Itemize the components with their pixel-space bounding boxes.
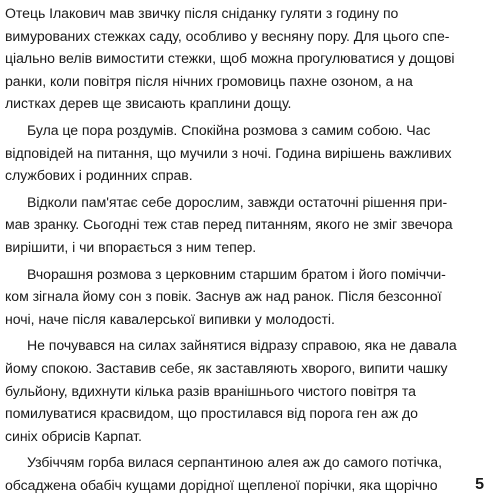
body-text xyxy=(5,0,490,496)
text-line: обсаджена обабіч кущами дорідної щепленої порічки, яка щорічно xyxy=(5,476,438,493)
text-line: бульйону, вдихнути кілька разів вранішнього чистого повітря та xyxy=(5,382,416,399)
text-line: мав зранку. Сьогодні теж став перед питанням, якого не зміг звечора xyxy=(5,216,453,233)
text-line: Отець Ілакович мав звичку після сніданку гуляти з годину по xyxy=(5,5,399,21)
text-line: Не почувався на силах зайнятися відразу справою, яка не давала xyxy=(27,337,457,354)
text-line: Вчорашня розмова з церковним старшим братом і його поміччи- xyxy=(27,265,446,282)
text-line: листках дерев ще звисають краплини дощу. xyxy=(5,95,292,112)
text-line: вирішити, і чи впорається з ним тепер. xyxy=(5,238,257,255)
text-line: помилуватися красвидом, що простилався від порога ген аж до xyxy=(5,405,418,422)
text-line: відповідей на питання, що мучили з ночі. Година вирішень важливих xyxy=(5,144,452,161)
text-line: ранки, коли повітря після нічних громовиць пахне озоном, а на xyxy=(5,72,413,89)
text-line: ночі, наче після кавалерської випивки у молодості. xyxy=(5,310,335,327)
text-line: Була це пора роздумів. Спокійна розмова з самим собою. Час xyxy=(27,121,431,138)
text-line: Узбіччям горба вилася серпантиною алея аж до самого потічка, xyxy=(27,454,442,471)
text-line: синіх обрисів Карпат. xyxy=(5,427,142,444)
text-line: вимурованих стежках саду, особливо у весняну пору. Для цього спе- xyxy=(5,27,450,44)
page-number: 5 xyxy=(475,476,484,493)
text-line: йому спокою. Заставив себе, як заставляють хворого, випити чашку xyxy=(5,359,448,376)
text-line: Відколи пам'ятає себе дорослим, завжди остаточні рішення при- xyxy=(27,193,448,210)
text-line: службових і родинних справ. xyxy=(5,167,193,184)
text-line: ціально велів вимостити стежки, щоб можна прогулюватися у дощові xyxy=(5,50,455,67)
text-line: ком зігнала йому сон з повік. Заснув аж над ранок. Після безсонної xyxy=(5,288,442,305)
